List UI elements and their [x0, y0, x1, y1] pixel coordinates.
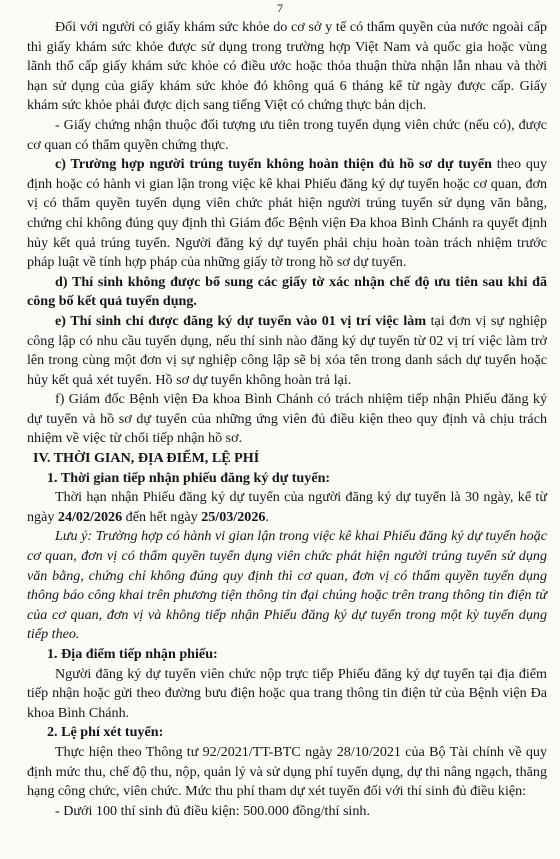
subsection-heading	[27, 645, 547, 665]
text-run: - Giấy chứng nhận thuộc đối tượng ưu tiên trong tuyển dụng viên chức (nếu có), được cơ quan có thẩm quyền chứng thực.	[27, 116, 547, 153]
page-number: 7	[277, 1, 283, 15]
paragraph	[27, 273, 547, 312]
paragraph	[27, 743, 547, 802]
text-run: Lưu ý: Trường hợp có hành vi gian lận trong việc kê khai Phiếu đăng ký dự tuyển hoặc cơ quan, đơn vị có thẩm quyền tuyển dụng viên chức phát hiện người trúng tuyển sử dụng văn bằng, chứng chỉ không đúng quy định thì cơ quan, đơn vị có thẩm quyền tuyển dụng thông báo công khai trên phương tiện thông tin đại chúng hoặc trên trang thông tin điện tử của cơ quan, đơn vị và không tiếp nhận Phiếu đăng ký dự tuyển trong một kỳ tuyển dụng tiếp theo.	[27, 528, 547, 643]
text-run: f) Giám đốc Bệnh viện Đa khoa Bình Chánh có trách nhiệm tiếp nhận Phiếu đăng ký dự tuyển và hồ sơ dự tuyển của những ứng viên đủ điều kiện theo quy định và chịu trách nhiệm về việc từ chối tiếp nhận hồ sơ.	[27, 391, 547, 447]
text-run: 1. Thời gian tiếp nhận phiếu đăng ký dự tuyển:	[47, 469, 331, 486]
paragraph	[27, 665, 547, 724]
subsection-heading	[27, 723, 547, 743]
text-run: c) Trường hợp người trúng tuyển không hoàn thiện đủ hồ sơ dự tuyển	[55, 156, 492, 173]
paragraph	[27, 155, 547, 273]
text-run: Thời hạn nhận Phiếu đăng ký dự tuyển của người đăng ký dự tuyển là 30 ngày, kể từ ngày	[27, 489, 547, 525]
paragraph	[27, 527, 547, 645]
text-run: e) Thí sinh chỉ được đăng ký dự tuyển vào 01 vị trí việc làm	[55, 312, 427, 329]
text-run: đến hết ngày	[122, 508, 202, 525]
text-run: IV. THỜI GIAN, ĐỊA ĐIỂM, LỆ PHÍ	[33, 450, 260, 467]
paragraph	[27, 488, 547, 527]
text-run: Người đăng ký dự tuyển viên chức nộp trực tiếp Phiếu đăng ký dự tuyển tại địa điểm tiếp nhận hoặc gửi theo đường bưu điện hoặc qua trang thông tin điện tử của Bệnh viện Đa khoa Bình Chánh.	[27, 665, 547, 721]
text-run: 24/02/2026	[57, 508, 123, 525]
text-run: 2. Lệ phí xét tuyển:	[47, 724, 164, 741]
text-run: .	[265, 508, 269, 525]
text-run: - Dưới 100 thí sinh đủ điều kiện: 500.000 đồng/thí sinh.	[55, 802, 370, 819]
text-run: 1. Địa điểm tiếp nhận phiếu:	[47, 646, 218, 662]
text-run: d) Thí sinh không được bổ sung các giấy tờ xác nhận chế độ ưu tiên sau khi đã công bố kết quả tuyển dụng.	[27, 273, 547, 310]
paragraph	[27, 390, 547, 449]
text-run: Thực hiện theo Thông tư 92/2021/TT-BTC ngày 28/10/2021 của Bộ Tài chính về quy định mức thu, chế độ thu, nộp, quản lý và sử dụng phí tuyển dụng, dự thi nâng ngạch, thăng hạng công chức, viên chức. Mức thu phí tham dự xét tuyển đối với thí sinh đủ điều kiện:	[27, 743, 547, 800]
paragraph	[27, 802, 547, 822]
text-run: theo quy định hoặc có hành vi gian lận trong việc kê khai Phiếu đăng ký dự tuyển hoặc cơ quan, đơn vị có thẩm quyền tuyển dụng viên chức phát hiện người trúng tuyển sử dụng văn bằng, chứng chỉ không đúng quy định thì Giám đốc Bệnh viện Đa khoa Bình Chánh ra quyết định hủy kết quả trúng tuyển. Người đăng ký dự tuyển phải chịu hoàn toàn trách nhiệm trước pháp luật về tính hợp pháp của những giấy tờ trong hồ sơ dự tuyển.	[27, 156, 547, 271]
document-body	[27, 18, 547, 821]
paragraph	[27, 18, 547, 116]
subsection-heading	[27, 469, 547, 489]
paragraph	[27, 312, 547, 390]
text-run: tại đơn vị sự nghiệp công lập có nhu cầu tuyển dụng, nếu thí sinh nào đăng ký dự tuyển từ 02 vị trí việc làm trở lên trong cùng một đơn vị sự nghiệp công lập sẽ bị xóa tên trong danh sách dự tuyển hoặc hủy kết quả xét tuyển. Hồ sơ dự tuyển không hoàn trả lại.	[27, 312, 547, 388]
text-run: Đối với người có giấy khám sức khỏe do cơ sở y tế có thẩm quyền của nước ngoài cấp thì giấy khám sức khỏe được sử dụng trong trường hợp Việt Nam và quốc gia hoặc vùng lãnh thổ cấp giấy khám sức khỏe có điều ước hoặc thỏa thuận thừa nhận lẫn nhau và thời hạn sử dụng của giấy khám sức khỏe đó không quá 6 tháng kể từ ngày được cấp. Giấy khám sức khỏe phải được dịch sang tiếng Việt có chứng thực bản dịch.	[27, 19, 547, 114]
text-run: 25/03/2026	[201, 508, 266, 525]
section-heading	[27, 449, 547, 469]
paragraph	[27, 116, 547, 155]
